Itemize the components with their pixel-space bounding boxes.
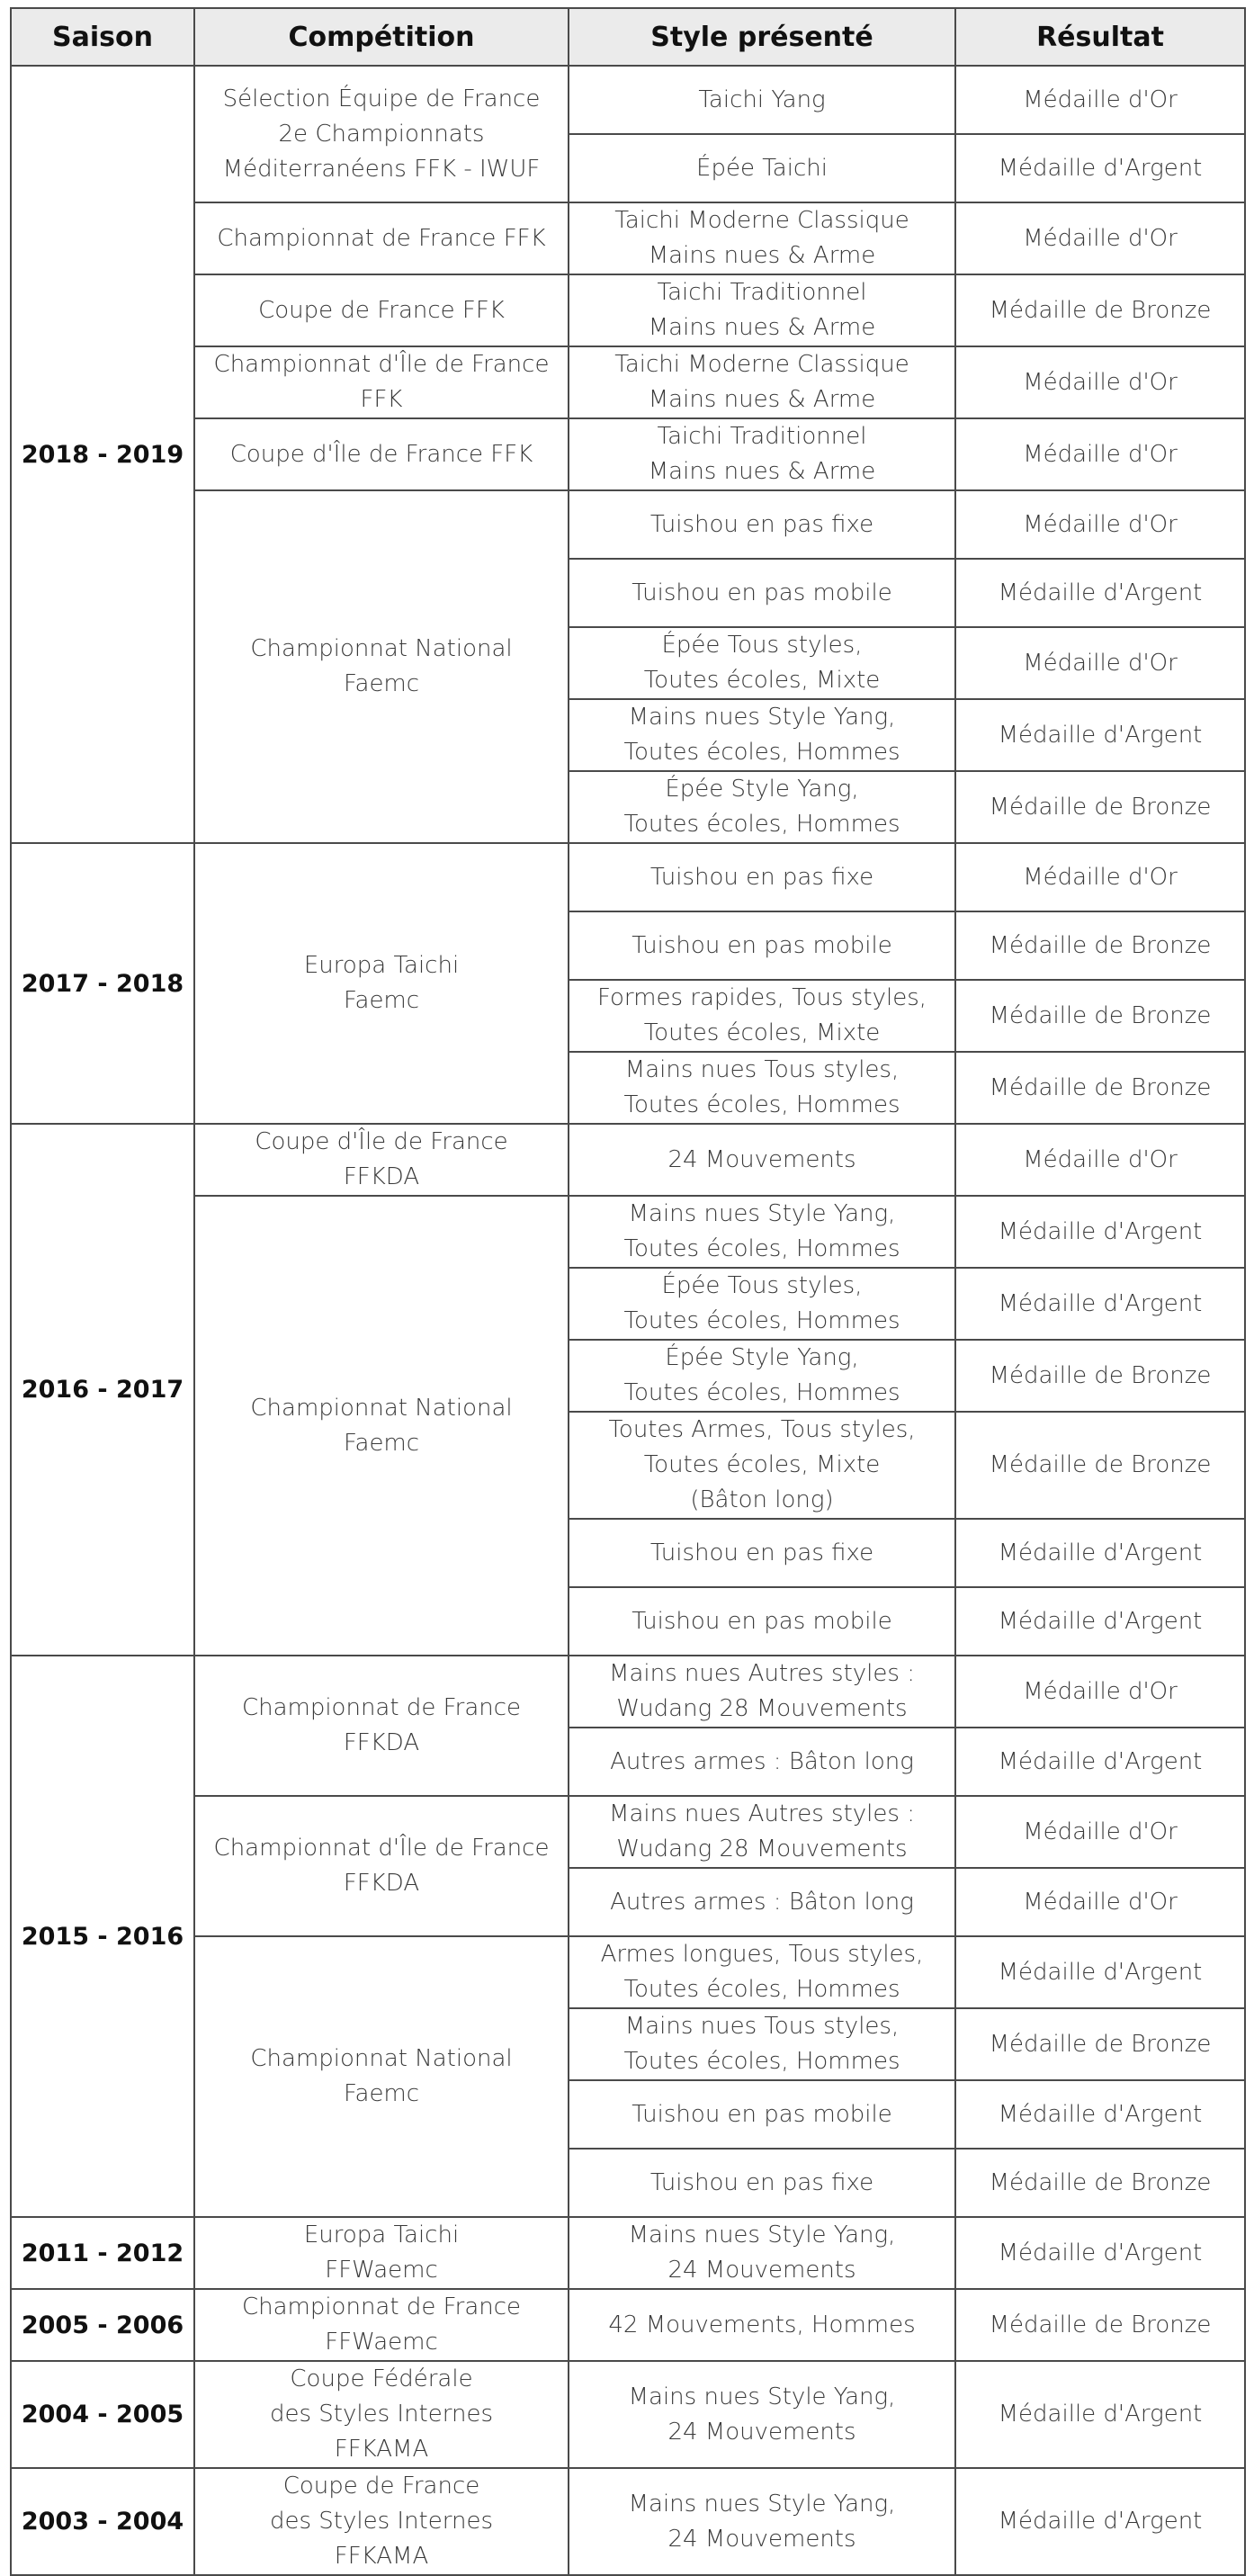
style-text: Taichi Traditionnel Mains nues & Arme bbox=[648, 423, 876, 485]
result-cell: Médaille d'Or bbox=[955, 490, 1245, 559]
style-text: Armes longues, Tous styles, Toutes écoles, Hommes bbox=[600, 1941, 924, 2003]
table-row bbox=[11, 1936, 1245, 2008]
result-cell: Médaille d'Argent bbox=[955, 1936, 1245, 2008]
style-cell bbox=[569, 2361, 955, 2468]
style-cell bbox=[569, 699, 955, 771]
result-cell: Médaille d'Or bbox=[955, 66, 1245, 134]
competition-cell bbox=[194, 1196, 569, 1656]
table-row bbox=[11, 843, 1245, 911]
season-cell: 2015 - 2016 bbox=[11, 1656, 194, 2217]
competition-cell bbox=[194, 2289, 569, 2361]
table-row bbox=[11, 346, 1245, 418]
competition-name: Sélection Équipe de France 2e Championnats Méditerranéens FFK - IWUF bbox=[222, 85, 541, 183]
competition-cell bbox=[194, 274, 569, 346]
competition-name: Championnat de France FFK bbox=[217, 224, 546, 252]
style-cell bbox=[569, 2289, 955, 2361]
result-cell: Médaille d'Argent bbox=[955, 2361, 1245, 2468]
result-cell: Médaille d'Or bbox=[955, 843, 1245, 911]
style-cell bbox=[569, 202, 955, 274]
result-cell: Médaille de Bronze bbox=[955, 1340, 1245, 1412]
style-cell bbox=[569, 2149, 955, 2217]
result-cell: Médaille d'Argent bbox=[955, 1587, 1245, 1656]
style-cell bbox=[569, 1868, 955, 1936]
style-text: Autres armes : Bâton long bbox=[610, 1888, 914, 1916]
result-cell: Médaille d'Or bbox=[955, 346, 1245, 418]
style-text: Tuishou en pas mobile bbox=[631, 1607, 892, 1635]
result-cell: Médaille de Bronze bbox=[955, 771, 1245, 843]
style-cell bbox=[569, 1052, 955, 1124]
table-row bbox=[11, 2289, 1245, 2361]
column-header-style: Style présenté bbox=[569, 8, 955, 66]
result-cell: Médaille d'Argent bbox=[955, 1728, 1245, 1796]
table-row bbox=[11, 1656, 1245, 1728]
table-row bbox=[11, 490, 1245, 559]
style-text: Formes rapides, Tous styles, Toutes écoles, Mixte bbox=[596, 984, 927, 1046]
result-cell: Médaille d'Or bbox=[955, 1868, 1245, 1936]
competition-name: Coupe de France des Styles Internes FFKAMA bbox=[269, 2473, 493, 2570]
table-row bbox=[11, 2361, 1245, 2468]
style-cell bbox=[569, 2468, 955, 2575]
style-text: Tuishou en pas mobile bbox=[631, 931, 892, 959]
style-cell bbox=[569, 274, 955, 346]
style-cell bbox=[569, 418, 955, 490]
table-row bbox=[11, 418, 1245, 490]
style-text: Taichi Moderne Classique Mains nues & Arme bbox=[614, 207, 909, 269]
competition-name: Championnat de France FFWaemc bbox=[241, 2293, 522, 2356]
style-cell bbox=[569, 1656, 955, 1728]
competition-cell bbox=[194, 66, 569, 202]
competition-cell bbox=[194, 1936, 569, 2217]
competition-cell bbox=[194, 2361, 569, 2468]
style-cell bbox=[569, 1728, 955, 1796]
result-cell: Médaille d'Argent bbox=[955, 559, 1245, 627]
style-cell bbox=[569, 1268, 955, 1340]
competition-cell bbox=[194, 346, 569, 418]
style-text: Tuishou en pas mobile bbox=[631, 579, 892, 606]
table-row bbox=[11, 1124, 1245, 1196]
style-text: Toutes Armes, Tous styles, Toutes écoles, Mixte (Bâton long) bbox=[608, 1416, 916, 1513]
table-row bbox=[11, 2217, 1245, 2289]
competition-cell bbox=[194, 490, 569, 843]
result-cell: Médaille d'Argent bbox=[955, 2080, 1245, 2149]
style-text: Tuishou en pas fixe bbox=[649, 863, 874, 891]
season-cell: 2017 - 2018 bbox=[11, 843, 194, 1124]
result-cell: Médaille d'Or bbox=[955, 627, 1245, 699]
table-row bbox=[11, 2468, 1245, 2575]
competition-name: Championnat National Faemc bbox=[250, 635, 513, 697]
style-cell bbox=[569, 490, 955, 559]
competition-name: Europa Taichi FFWaemc bbox=[303, 2221, 460, 2284]
style-text: Mains nues Autres styles : Wudang 28 Mouvements bbox=[609, 1660, 915, 1722]
style-text: Mains nues Tous styles, Toutes écoles, Hommes bbox=[623, 1056, 900, 1118]
result-cell: Médaille d'Or bbox=[955, 418, 1245, 490]
result-cell: Médaille d'Argent bbox=[955, 2468, 1245, 2575]
season-cell: 2005 - 2006 bbox=[11, 2289, 194, 2361]
season-cell: 2003 - 2004 bbox=[11, 2468, 194, 2575]
header-row bbox=[11, 8, 1245, 66]
style-cell bbox=[569, 134, 955, 202]
competition-cell bbox=[194, 202, 569, 274]
style-text: Épée Taichi bbox=[696, 154, 828, 182]
result-cell: Médaille d'Argent bbox=[955, 2217, 1245, 2289]
style-text: Taichi Traditionnel Mains nues & Arme bbox=[648, 279, 876, 341]
competition-cell bbox=[194, 1656, 569, 1796]
competition-name: Coupe Fédérale des Styles Internes FFKAMA bbox=[269, 2365, 493, 2463]
style-text: Mains nues Tous styles, Toutes écoles, Hommes bbox=[623, 2013, 900, 2075]
result-cell: Médaille de Bronze bbox=[955, 274, 1245, 346]
style-cell bbox=[569, 1196, 955, 1268]
result-cell: Médaille d'Argent bbox=[955, 1268, 1245, 1340]
competition-name: Championnat National Faemc bbox=[250, 2045, 513, 2107]
style-cell bbox=[569, 1519, 955, 1587]
style-text: Épée Tous styles, Toutes écoles, Mixte bbox=[643, 632, 881, 694]
competition-cell bbox=[194, 418, 569, 490]
style-text: Mains nues Style Yang, 24 Mouvements bbox=[628, 2490, 896, 2553]
style-cell bbox=[569, 627, 955, 699]
competition-name: Championnat d'Île de France FFKDA bbox=[213, 1835, 550, 1897]
competition-cell bbox=[194, 1796, 569, 1936]
style-text: Taichi Moderne Classique Mains nues & Arme bbox=[614, 351, 909, 413]
competition-cell bbox=[194, 843, 569, 1124]
style-text: 42 Mouvements, Hommes bbox=[608, 2311, 916, 2338]
result-cell: Médaille d'Argent bbox=[955, 699, 1245, 771]
competition-name: Championnat de France FFKDA bbox=[241, 1694, 522, 1756]
result-cell: Médaille de Bronze bbox=[955, 1412, 1245, 1519]
column-header-result: Résultat bbox=[955, 8, 1245, 66]
result-cell: Médaille d'Or bbox=[955, 202, 1245, 274]
style-text: Tuishou en pas fixe bbox=[649, 1539, 874, 1566]
result-cell: Médaille d'Argent bbox=[955, 1519, 1245, 1587]
style-cell bbox=[569, 559, 955, 627]
style-text: Mains nues Autres styles : Wudang 28 Mouvements bbox=[609, 1800, 915, 1862]
result-cell: Médaille d'Or bbox=[955, 1796, 1245, 1868]
style-text: Mains nues Style Yang, Toutes écoles, Hommes bbox=[623, 1200, 900, 1262]
season-cell: 2011 - 2012 bbox=[11, 2217, 194, 2289]
style-text: Épée Style Yang, Toutes écoles, Hommes bbox=[623, 1344, 900, 1406]
column-header-competition: Compétition bbox=[194, 8, 569, 66]
table-body bbox=[11, 66, 1245, 2575]
style-cell bbox=[569, 1340, 955, 1412]
style-cell bbox=[569, 66, 955, 134]
style-text: Tuishou en pas fixe bbox=[649, 2168, 874, 2196]
competition-name: Coupe d'Île de France FFK bbox=[229, 440, 533, 468]
competition-cell bbox=[194, 2217, 569, 2289]
style-cell bbox=[569, 1796, 955, 1868]
style-text: Épée Tous styles, Toutes écoles, Hommes bbox=[623, 1272, 900, 1334]
style-cell bbox=[569, 771, 955, 843]
competition-name: Championnat National Faemc bbox=[250, 1394, 513, 1457]
style-cell bbox=[569, 843, 955, 911]
table-row bbox=[11, 66, 1245, 134]
style-text: Épée Style Yang, Toutes écoles, Hommes bbox=[623, 776, 900, 838]
table-header bbox=[11, 8, 1245, 66]
result-cell: Médaille d'Or bbox=[955, 1656, 1245, 1728]
style-cell bbox=[569, 2080, 955, 2149]
table-row bbox=[11, 1796, 1245, 1868]
table-row bbox=[11, 274, 1245, 346]
style-text: Mains nues Style Yang, 24 Mouvements bbox=[628, 2383, 896, 2446]
table-row bbox=[11, 202, 1245, 274]
result-cell: Médaille d'Argent bbox=[955, 134, 1245, 202]
style-cell bbox=[569, 2008, 955, 2080]
style-text: Mains nues Style Yang, Toutes écoles, Hommes bbox=[623, 704, 900, 766]
style-cell bbox=[569, 1124, 955, 1196]
result-cell: Médaille de Bronze bbox=[955, 1052, 1245, 1124]
competition-cell bbox=[194, 2468, 569, 2575]
result-cell: Médaille de Bronze bbox=[955, 911, 1245, 980]
style-text: Tuishou en pas fixe bbox=[649, 510, 874, 538]
result-cell: Médaille d'Or bbox=[955, 1124, 1245, 1196]
result-cell: Médaille d'Argent bbox=[955, 1196, 1245, 1268]
style-text: Autres armes : Bâton long bbox=[610, 1747, 914, 1775]
style-cell bbox=[569, 2217, 955, 2289]
season-cell: 2016 - 2017 bbox=[11, 1124, 194, 1656]
competition-cell bbox=[194, 1124, 569, 1196]
style-cell bbox=[569, 1412, 955, 1519]
style-cell bbox=[569, 1936, 955, 2008]
style-cell bbox=[569, 911, 955, 980]
competition-name: Europa Taichi Faemc bbox=[303, 952, 460, 1014]
style-cell bbox=[569, 346, 955, 418]
style-text: Taichi Yang bbox=[698, 85, 826, 113]
results-table bbox=[10, 7, 1246, 2576]
table-row bbox=[11, 1196, 1245, 1268]
season-cell: 2018 - 2019 bbox=[11, 66, 194, 843]
competition-name: Coupe de France FFK bbox=[258, 296, 505, 324]
style-text: 24 Mouvements bbox=[667, 1145, 856, 1173]
competition-name: Championnat d'Île de France FFK bbox=[213, 351, 550, 413]
result-cell: Médaille de Bronze bbox=[955, 2008, 1245, 2080]
column-header-season: Saison bbox=[11, 8, 194, 66]
style-text: Mains nues Style Yang, 24 Mouvements bbox=[628, 2221, 896, 2284]
style-text: Tuishou en pas mobile bbox=[631, 2100, 892, 2128]
result-cell: Médaille de Bronze bbox=[955, 2149, 1245, 2217]
result-cell: Médaille de Bronze bbox=[955, 980, 1245, 1052]
season-cell: 2004 - 2005 bbox=[11, 2361, 194, 2468]
style-cell bbox=[569, 980, 955, 1052]
result-cell: Médaille de Bronze bbox=[955, 2289, 1245, 2361]
competition-name: Coupe d'Île de France FFKDA bbox=[255, 1128, 508, 1190]
style-cell bbox=[569, 1587, 955, 1656]
